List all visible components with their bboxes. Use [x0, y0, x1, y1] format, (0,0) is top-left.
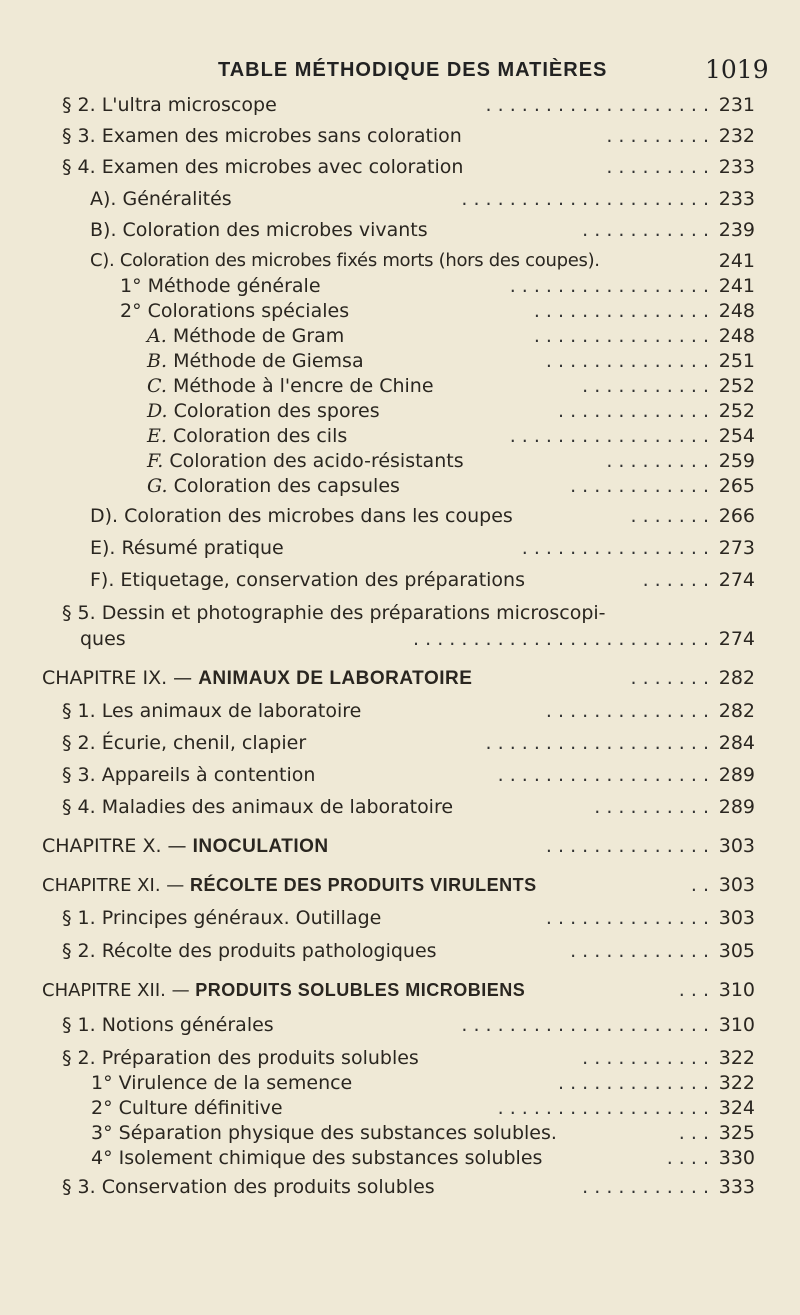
entry-label: § 1. Notions générales — [62, 1014, 274, 1036]
entry-page: 231 — [718, 94, 755, 116]
toc-entry — [62, 599, 755, 627]
entry-text: Coloration des spores — [173, 400, 380, 422]
entry-page: 251 — [718, 350, 755, 372]
entry-label: § 4. Examen des microbes avec coloration — [62, 156, 464, 178]
chapter-title: PRODUITS SOLUBLES MICROBIENS — [195, 980, 526, 1000]
entry-label: § 2. Récolte des produits pathologiques — [62, 940, 437, 962]
entry-label: E). Résumé pratique — [90, 537, 284, 559]
leader-dots: . . . . . . . . . . . . . . . — [533, 300, 709, 322]
toc-entry — [62, 793, 755, 821]
entry-page: 310 — [718, 979, 755, 1001]
leader-dots: . . . . . . . . . . . . . . . . . . . — [485, 732, 709, 754]
entry-page: 330 — [718, 1147, 755, 1169]
entry-page: 305 — [718, 940, 755, 962]
toc-entry — [62, 91, 755, 119]
chapter-title: ANIMAUX DE LABORATOIRE — [198, 668, 473, 689]
entry-letter: F. — [147, 450, 164, 472]
entry-page: 322 — [718, 1072, 755, 1094]
toc-entry — [62, 729, 755, 757]
entry-text: Méthode à l'encre de Chine — [172, 375, 434, 397]
leader-dots: . . . . . . . . . . . — [582, 1047, 709, 1069]
leader-dots: . . . . — [666, 1147, 709, 1169]
leader-dots: . . . . . . . . . . . . . . . . . . . . . . . . . — [413, 628, 709, 650]
entry-page: 274 — [718, 569, 755, 591]
toc-entry — [90, 185, 755, 213]
entry-page: 303 — [718, 907, 755, 929]
entry-label: § 2. L'ultra microscope — [62, 94, 277, 116]
entry-label: § 2. Écurie, chenil, clapier — [62, 732, 307, 754]
leader-dots: . . . . . . . . . — [606, 156, 709, 178]
chapter-heading — [42, 832, 755, 860]
entry-label: B). Coloration des microbes vivants — [90, 219, 428, 241]
entry-page: 259 — [718, 450, 755, 472]
leader-dots: . . . . . . . . . — [606, 125, 709, 147]
entry-label: § 3. Appareils à contention — [62, 764, 316, 786]
leader-dots: . . . . . . . . . . . — [582, 219, 709, 241]
toc-entry — [120, 297, 755, 325]
entry-label: § 5. Dessin et photographie des préparations microscopi- — [62, 602, 606, 624]
toc-entry — [90, 216, 755, 244]
entry-label: 3° Séparation physique des substances solubles. — [91, 1122, 557, 1144]
page-header — [0, 50, 800, 90]
entry-page: 324 — [718, 1097, 755, 1119]
entry-label: § 4. Maladies des animaux de laboratoire — [62, 796, 454, 818]
leader-dots: . . . . . . . . . . . . . — [558, 1072, 709, 1094]
chapter-number: CHAPITRE XI. — — [42, 875, 190, 896]
toc-entry — [62, 122, 755, 150]
toc-entry — [147, 322, 755, 350]
entry-label: ques — [80, 628, 126, 650]
entry-label: § 3. Examen des microbes sans coloration — [62, 125, 462, 147]
toc-entry — [91, 1094, 755, 1122]
entry-label: D). Coloration des microbes dans les coupes — [90, 505, 513, 527]
entry-label: 1° Virulence de la semence — [91, 1072, 353, 1094]
chapter-number: CHAPITRE X. — — [42, 835, 193, 857]
entry-page: 233 — [718, 156, 755, 178]
entry-page: 254 — [718, 425, 755, 447]
toc-entry — [90, 502, 755, 530]
leader-dots: . . . . . . . . . . . . . . . — [533, 325, 709, 347]
leader-dots: . . . . . . . . . . . . . . . . . — [509, 425, 709, 447]
entry-page: 248 — [718, 300, 755, 322]
toc-entry — [62, 153, 755, 181]
leader-dots: . . . . . . . — [630, 667, 709, 689]
leader-dots: . . — [690, 874, 709, 896]
entry-letter: D. — [147, 400, 168, 422]
entry-page: 284 — [718, 732, 755, 754]
chapter-number: CHAPITRE IX. — — [42, 667, 199, 689]
leader-dots: . . . . . . . . . . . . . . — [545, 350, 709, 372]
entry-letter: C. — [147, 375, 167, 397]
entry-letter: G. — [147, 475, 168, 497]
entry-label — [42, 976, 525, 1005]
entry-label — [147, 422, 347, 450]
toc-entry — [62, 761, 755, 789]
leader-dots: . . . . . . . . . . . . — [570, 475, 709, 497]
leader-dots: . . . . . . . . . . . . . . . . . . . . . — [461, 188, 709, 210]
chapter-heading — [42, 871, 755, 899]
toc-entry — [91, 1144, 755, 1172]
entry-label — [147, 322, 344, 350]
entry-page: 239 — [718, 219, 755, 241]
leader-dots: . . . . . . . . . . . — [582, 375, 709, 397]
leader-dots: . . . . . . . . . . . . . — [558, 400, 709, 422]
entry-page: 274 — [718, 628, 755, 650]
entry-label — [147, 372, 434, 400]
entry-letter: B. — [147, 350, 168, 372]
entry-label: § 1. Les animaux de laboratoire — [62, 700, 362, 722]
chapter-title: RÉCOLTE DES PRODUITS VIRULENTS — [189, 875, 537, 895]
entry-text: Coloration des capsules — [173, 475, 400, 497]
toc-entry — [62, 1173, 755, 1201]
toc-entry — [62, 1011, 755, 1039]
leader-dots: . . . — [678, 1122, 709, 1144]
entry-page: 303 — [718, 835, 755, 857]
entry-page: 252 — [718, 375, 755, 397]
toc-entry — [90, 247, 755, 275]
chapter-number: CHAPITRE XII. — — [42, 980, 196, 1001]
entry-page: 265 — [718, 475, 755, 497]
leader-dots: . . . . . . . . . . . . . . — [545, 835, 709, 857]
entry-page: 232 — [718, 125, 755, 147]
leader-dots: . . . . . . . . . — [606, 450, 709, 472]
entry-label: § 2. Préparation des produits solubles — [62, 1047, 419, 1069]
entry-letter: E. — [147, 425, 167, 447]
toc-entry — [90, 566, 755, 594]
entry-label: A). Généralités — [90, 188, 232, 210]
toc-entry — [147, 422, 755, 450]
page-number: 1019 — [705, 55, 769, 84]
leader-dots: . . . . . . . . . . . . . . . . . . — [497, 764, 709, 786]
leader-dots: . . . . . . — [642, 569, 709, 591]
leader-dots: . . . . . . . . . . . . . . . . . . — [497, 1097, 709, 1119]
leader-dots: . . . . . . . . . . . . . . . . . . . — [485, 94, 709, 116]
leader-dots: . . . . . . . . . . . . . . . . . — [509, 275, 709, 297]
leader-dots: . . . — [678, 979, 709, 1001]
entry-label: 1° Méthode générale — [120, 275, 321, 297]
entry-label: C). Coloration des microbes fixés morts (hors des coupes). — [90, 250, 600, 271]
running-title: TABLE MÉTHODIQUE DES MATIÈRES — [218, 59, 608, 81]
toc-entry — [62, 697, 755, 725]
entry-label: 4° Isolement chimique des substances solubles — [91, 1147, 543, 1169]
entry-page: 241 — [718, 250, 755, 272]
entry-label: 2° Culture définitive — [91, 1097, 283, 1119]
toc-entry — [80, 625, 755, 653]
leader-dots: . . . . . . . . . . . — [582, 1176, 709, 1198]
leader-dots: . . . . . . . . . . . . . . — [545, 907, 709, 929]
entry-text: Méthode de Gram — [172, 325, 345, 347]
entry-page: 266 — [718, 505, 755, 527]
entry-label — [147, 397, 380, 425]
entry-page: 282 — [718, 700, 755, 722]
toc-entry — [91, 1119, 755, 1147]
entry-page: 252 — [718, 400, 755, 422]
entry-page: 282 — [718, 667, 755, 689]
toc-entry — [62, 937, 755, 965]
leader-dots: . . . . . . . . . . . . — [570, 940, 709, 962]
toc-entry — [147, 447, 755, 475]
leader-dots: . . . . . . . . . . . . . . — [545, 700, 709, 722]
entry-label — [42, 832, 329, 861]
entry-page: 322 — [718, 1047, 755, 1069]
leader-dots: . . . . . . . — [630, 505, 709, 527]
entry-label — [147, 347, 364, 375]
toc-entry — [147, 347, 755, 375]
entry-page: 333 — [718, 1176, 755, 1198]
toc-entry — [120, 272, 755, 300]
chapter-heading — [42, 664, 755, 692]
entry-label: § 3. Conservation des produits solubles — [62, 1176, 435, 1198]
chapter-heading — [42, 976, 755, 1004]
entry-page: 310 — [718, 1014, 755, 1036]
entry-label: § 1. Principes généraux. Outillage — [62, 907, 382, 929]
toc-entry — [62, 904, 755, 932]
toc-entry — [90, 534, 755, 562]
entry-label — [42, 664, 472, 693]
entry-page: 325 — [718, 1122, 755, 1144]
toc-entry — [62, 1044, 755, 1072]
entry-label — [147, 472, 400, 500]
entry-letter: A. — [147, 325, 167, 347]
entry-page: 303 — [718, 874, 755, 896]
entry-page: 241 — [718, 275, 755, 297]
entry-text: Coloration des cils — [172, 425, 348, 447]
toc-entry — [147, 397, 755, 425]
leader-dots: . . . . . . . . . . . . . . . . . . . . . — [461, 1014, 709, 1036]
entry-page: 248 — [718, 325, 755, 347]
entry-text: Méthode de Giemsa — [173, 350, 364, 372]
entry-page: 233 — [718, 188, 755, 210]
entry-page: 273 — [718, 537, 755, 559]
entry-label: F). Etiquetage, conservation des préparations — [90, 569, 525, 591]
entry-page: 289 — [718, 796, 755, 818]
entry-label — [147, 447, 464, 475]
entry-label — [42, 871, 537, 900]
toc-entry — [147, 372, 755, 400]
entry-page: 289 — [718, 764, 755, 786]
leader-dots: . . . . . . . . . . . . . . . . — [521, 537, 709, 559]
chapter-title: INOCULATION — [192, 836, 329, 857]
toc-entry — [147, 472, 755, 500]
entry-text: Coloration des acido-résistants — [169, 450, 464, 472]
leader-dots: . . . . . . . . . . — [594, 796, 709, 818]
entry-label: 2° Colorations spéciales — [120, 300, 350, 322]
toc-entry — [91, 1069, 755, 1097]
